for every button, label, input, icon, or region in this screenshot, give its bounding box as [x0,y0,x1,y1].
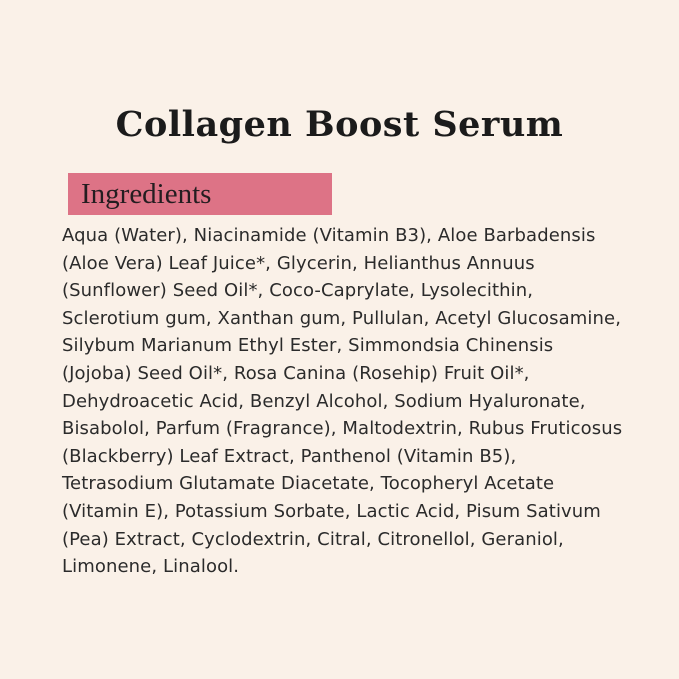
ingredients-heading: Ingredients [81,178,212,210]
ingredients-heading-banner [68,173,332,215]
ingredients-list: Aqua (Water), Niacinamide (Vitamin B3), Aloe Barbadensis (Aloe Vera) Leaf Juice*, Glycerin, Helianthus Annuus (Sunflower) Seed Oil*, Coco-Caprylate, Lysolecithin, Sclerotium gum, Xanthan gum, Pullulan, Acetyl Glucosamine, Silybum Marianum Ethyl Ester, Simmondsia Chinensis (Jojoba) Seed Oil*, Rosa Canina (Rosehip) Fruit Oil*, Dehydroacetic Acid, Benzyl Alcohol, Sodium Hyaluronate, Bisabolol, Parfum (Fragrance), Maltodextrin, Rubus Fruticosus (Blackberry) Leaf Extract, Panthenol (Vitamin B5), Tetrasodium Glutamate Diacetate, Tocopheryl Acetate (Vitamin E), Potassium Sorbate, Lactic Acid, Pisum Sativum (Pea) Extract, Cyclodextrin, Citral, Citronellol, Geraniol, Limonene, Linalool. [62,225,623,578]
product-title: Collagen Boost Serum [115,104,564,145]
